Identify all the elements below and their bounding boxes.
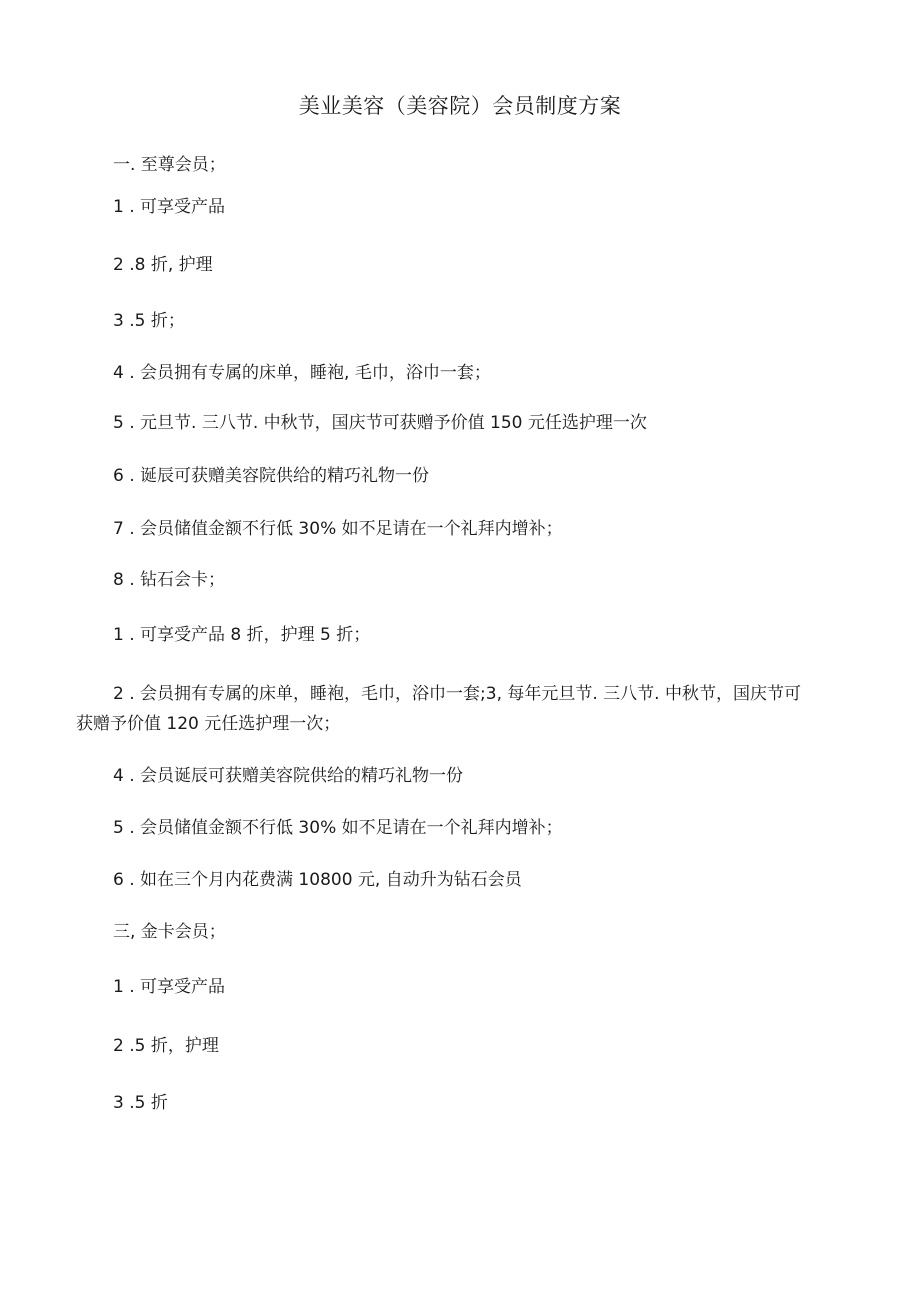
list-item: 6 . 诞辰可获赠美容院供给的精巧礼物一份 bbox=[113, 466, 430, 486]
list-item: 6 . 如在三个月内花费满 10800 元, 自动升为钻石会员 bbox=[113, 870, 522, 890]
list-item: 5 . 会员储值金额不行低 30% 如不足请在一个礼拜内增补； bbox=[113, 818, 563, 838]
list-item: 4 . 会员拥有专属的床单，睡袍, 毛巾，浴巾一套； bbox=[113, 363, 491, 383]
section-heading-gold: 三, 金卡会员； bbox=[113, 922, 226, 942]
list-item: 2 .5 折，护理 bbox=[113, 1036, 219, 1056]
list-item: 2 .8 折, 护理 bbox=[113, 255, 213, 275]
list-item: 1 . 可享受产品 bbox=[113, 977, 226, 997]
list-item: 1 . 可享受产品 8 折，护理 5 折； bbox=[113, 625, 371, 645]
list-item: 4 . 会员诞辰可获赠美容院供给的精巧礼物一份 bbox=[113, 766, 464, 786]
list-item: 1 . 可享受产品 bbox=[113, 197, 226, 217]
list-item-wrapped: 2 . 会员拥有专属的床单，睡袍，毛巾，浴巾一套;3, 每年元旦节. 三八节. 中秋节，国庆节可获赠予价值 120 元任选护理一次； bbox=[76, 684, 801, 734]
document-title: 美业美容（美容院）会员制度方案 bbox=[298, 94, 622, 118]
list-item: 5 . 元旦节. 三八节. 中秋节，国庆节可获赠予价值 150 元任选护理一次 bbox=[113, 413, 647, 433]
section-heading-supreme: 一. 至尊会员； bbox=[113, 155, 226, 175]
list-item: 3 .5 折 bbox=[113, 1093, 168, 1113]
section-heading-diamond: 8 . 钻石会卡； bbox=[113, 570, 226, 590]
list-item: 3 .5 折； bbox=[113, 311, 185, 331]
list-item: 7 . 会员储值金额不行低 30% 如不足请在一个礼拜内增补； bbox=[113, 519, 563, 539]
